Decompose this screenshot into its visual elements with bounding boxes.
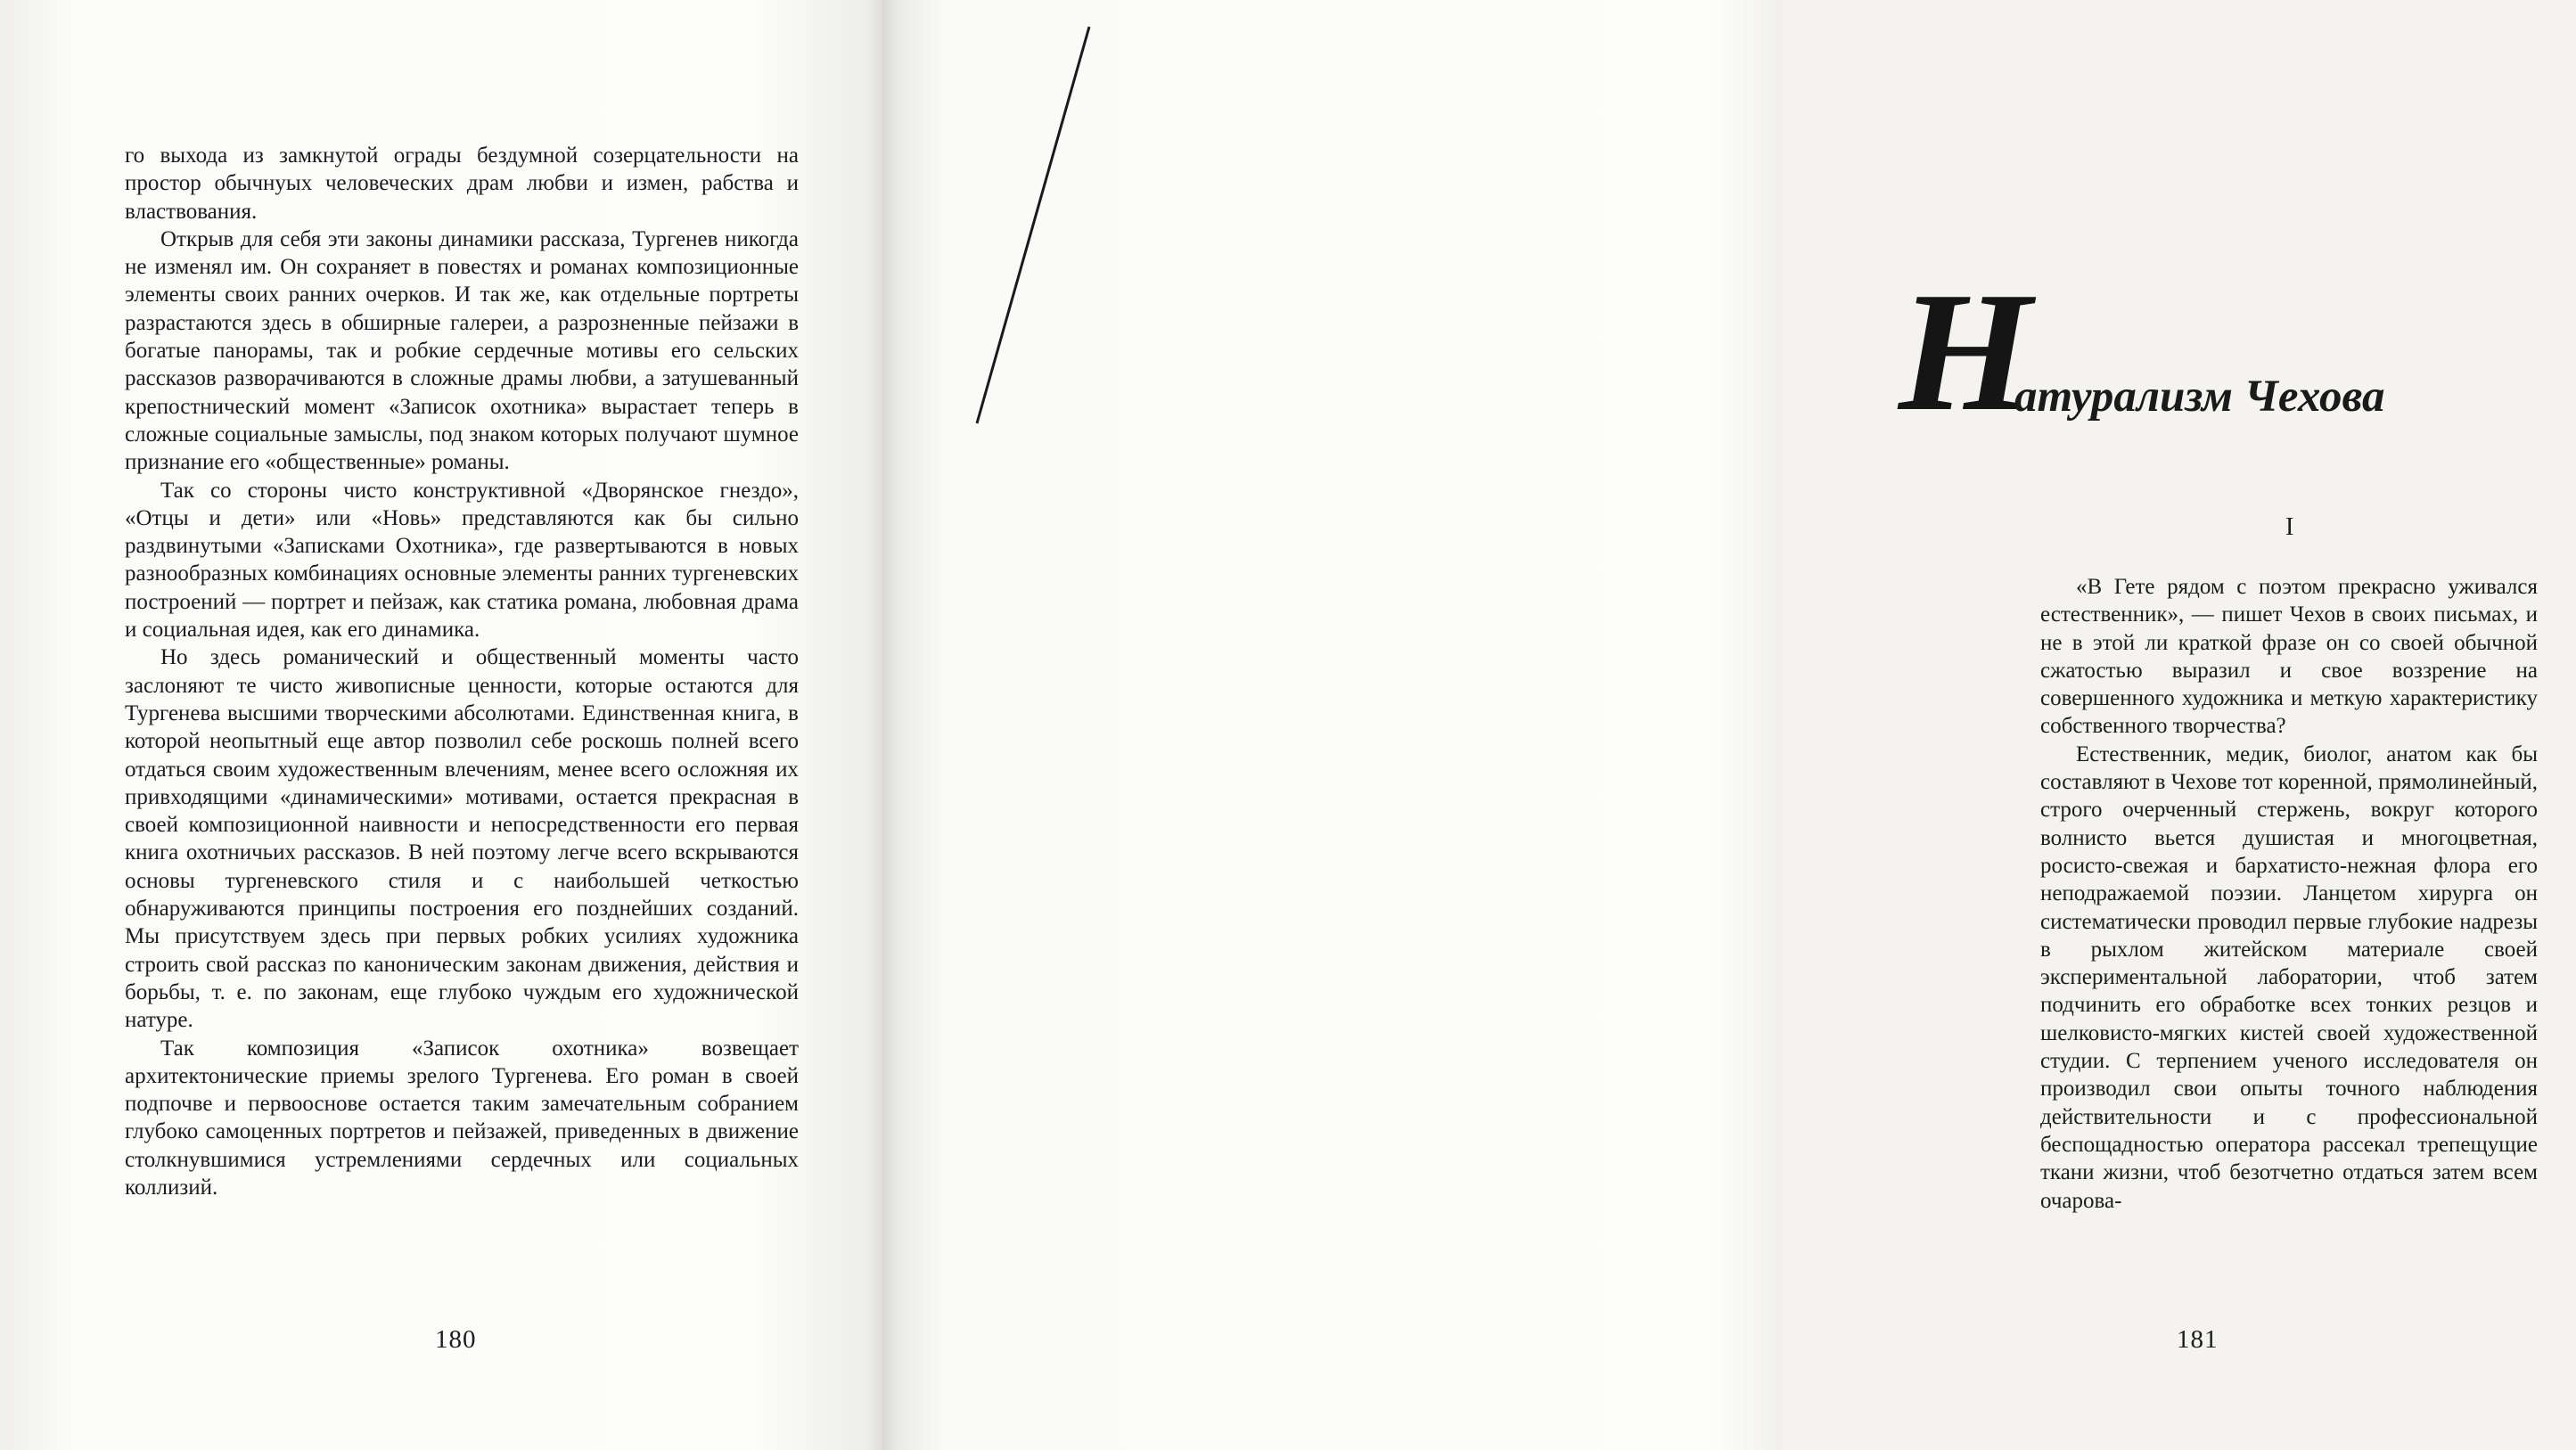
right-paragraph-2: Естественник, медик, биолог, анатом как бы составляют в Чехове тот коренной, прямолинейный, строго очерченный стержень, вокруг которого волнисто вьется душистая и многоцветная, росисто-свежая и бархатисто-нежная флора его неподражаемой поэзии. Ланцетом хирурга он систематически проводил первые глубокие надрезы в рыхлом житейском материале своей экспериментальной лаборатории, чтоб затем подчинить его обработке всех тонких резцов и шелковисто-мягких кистей своей художественной студии. С терпением ученого исследователя он производил свои опыты точного наблюдения действительности и с профессиональной беспощадностью оператора рассекал трепещущие ткани жизни, чтоб безотчетно отдаться затем всем очарова- bbox=[2040, 741, 2538, 1213]
left-paragraph-2: Открыв для себя эти законы динамики рассказа, Тургенев никогда не изменял им. Он сохраняет в повестях и романах композиционные элементы своих ранних очерков. И так же, как отдельные портреты разрастаются здесь в обширные галереи, а разрозненные пейзажи в богатые панорамы, так и робкие сердечные мотивы его сельских рассказов разворачиваются в сложные драмы любви, а затушеванный крепостнический момент «Записок охотника» вырастает теперь в сложные социальные замыслы, под знаком которых получают шумное признание его «общественные» романы. bbox=[125, 226, 799, 475]
left-paragraph-4: Но здесь романический и общественный моменты часто заслоняют те чисто живописные ценности, которые остаются для Тургенева высшими творческими абсолютами. Единственная книга, в которой неопытный еще автор позволил себе роскошь полней всего отдаться своим художественным влечениям, менее всего осложняя их привходящими «динамическими» мотивами, остается прекрасная в своей композиционной наивности и непосредственности его первая книга охотничьих рассказов. В ней поэтому легче всего вскрываются основы тургеневского стиля и с наибольшей четкостью обнаруживаются принципы построения его позднейших созданий. Мы присутствуем здесь при первых робких усилиях художника строить свой рассказ по каноническим законам движения, действия и борьбы, т. е. по законам, еще глубоко чуждым его художнической натуре. bbox=[125, 645, 799, 1033]
right-page-number: 181 bbox=[2177, 1325, 2219, 1354]
left-page-number: 180 bbox=[435, 1325, 477, 1354]
chapter-title bbox=[1899, 257, 2576, 446]
left-paragraph-3: Так со стороны чисто конструктивной «Дворянское гнездо», «Отцы и дети» или «Новь» представляются как бы сильно раздвинутыми «Записками Охотника», где развертываются в новых разнообразных комбинациях основные элементы ранних тургеневских построений — портрет и пейзаж, как статика романа, любовная драма и социальная идея, как его динамика. bbox=[125, 478, 799, 643]
section-number: I bbox=[2285, 513, 2294, 541]
chapter-title-initial: Н bbox=[1899, 257, 2032, 446]
left-paragraph-5: Так композиция «Записок охотника» возвещает архитектонические приемы зрелого Тургенева. Его роман в своей подпочве и первооснове остается таким замечательным собранием глубоко самоценных портретов и пейзажей, приведенных в движение столкнувшимися устремлениями сердечных или социальных коллизий. bbox=[125, 1036, 799, 1200]
left-paragraph-1: го выхода из замкнутой ограды бездумной созерцательности на простор обычнуых человеческих драм любви и измен, рабства и властвования. bbox=[125, 143, 799, 224]
right-paragraph-1: «В Гете рядом с поэтом прекрасно уживался естественник», — пишет Чехов в своих письмах, и не в этой ли краткой фразе он со своей обычной сжатостью выразил и свое воззрение на совершенного художника и меткую характеристику собственного творчества? bbox=[2040, 575, 2538, 739]
chapter-title-text: атурализм Чехова bbox=[2014, 372, 2385, 422]
right-page-text bbox=[2040, 573, 2538, 1215]
